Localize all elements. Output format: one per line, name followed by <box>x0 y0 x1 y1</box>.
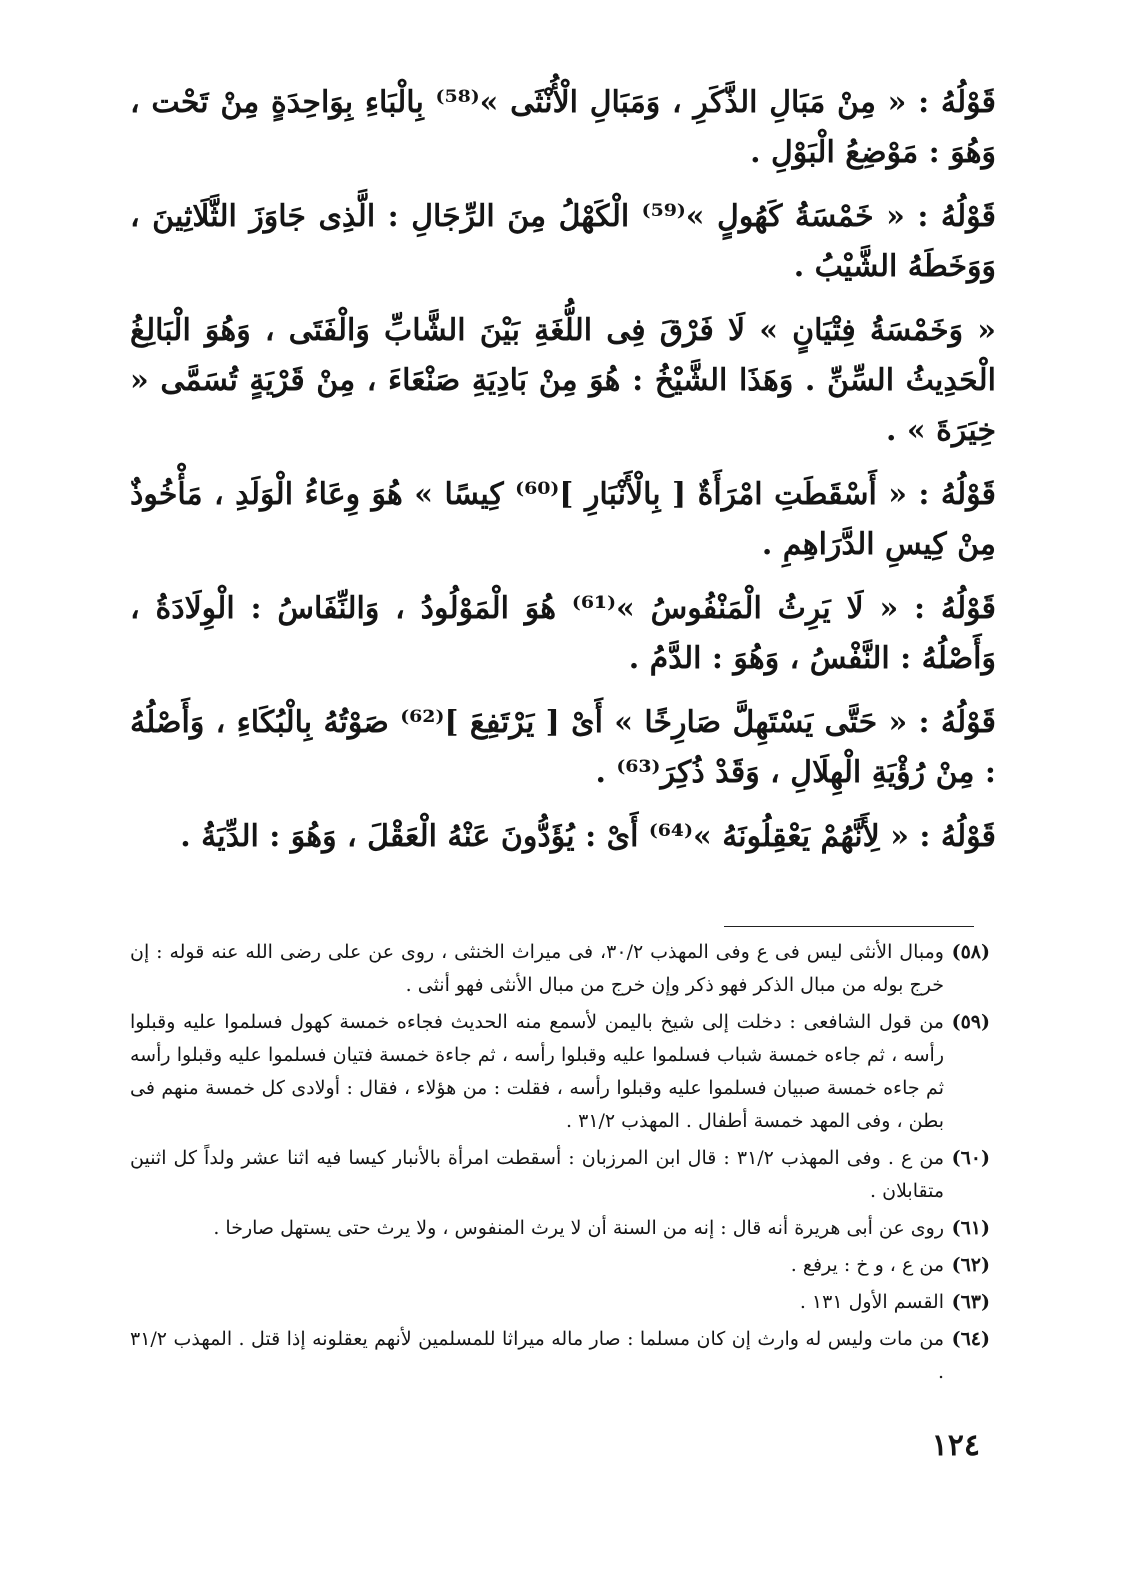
footnote-59 <box>130 1006 990 1138</box>
footnote-number: (٥٩) <box>951 1011 990 1033</box>
footnote-text: من مات وليس له وارث إن كان مسلما : صار ماله ميراثا للمسلمين لأنهم يعقلونه إذا قتل . المهذب ٣١/٢ . <box>130 1328 944 1383</box>
page-number: ١٢٤ <box>931 1428 980 1463</box>
footnote-62 <box>130 1249 990 1282</box>
paragraph-58: قَوْلُهُ : « مِنْ مَبَالِ الذَّكَرِ ، وَمَبَالِ الْأُنْثَى »⁽⁵⁸⁾ بِالْبَاءِ بِوَاحِدَةٍ مِنْ تَحْت ، وَهُوَ : مَوْضِعُ الْبَوْلِ . <box>130 85 996 170</box>
paragraph-64: قَوْلُهُ : « لِأَنَّهُمْ يَعْقِلُونَهُ »⁽⁶⁴⁾ أَىْ : يُؤَدُّونَ عَنْهُ الْعَقْلَ ، وَهُوَ : الدِّيَةُ . <box>180 819 996 854</box>
paragraph-61: قَوْلُهُ : « لَا يَرِثُ الْمَنْفُوسُ »⁽⁶¹⁾ هُوَ الْمَوْلُودُ ، وَالنِّفَاسُ : الْوِلَادَةُ ، وَأَصْلُهُ : النَّفْسُ ، وَهُوَ : الدَّمُ . <box>130 591 996 676</box>
paragraph-60: قَوْلُهُ : « أَسْقَطَتِ امْرَأَةٌ [ بِالْأَنْبَارِ ]⁽⁶⁰⁾ كِيسًا » هُوَ وِعَاءُ الْوَلَدِ ، مَأْخُوذٌ مِنْ كِيسِ الدَّرَاهِمِ . <box>130 477 996 562</box>
footnote-number: (٦٠) <box>951 1147 990 1169</box>
footnote-text: من ع ، و خ : يرفع . <box>790 1254 944 1276</box>
footnote-64 <box>130 1323 990 1389</box>
footnote-63 <box>130 1286 990 1319</box>
footnote-text: من ع . وفى المهذب ٣١/٢ : قال ابن المرزبان : أسقطت امرأة بالأنبار كيسا فيه اثنا عشر ولداً كل اثنين متقابلان . <box>130 1147 944 1202</box>
footnote-number: (٦٣) <box>951 1291 990 1313</box>
main-text <box>130 78 996 876</box>
footnote-text: من قول الشافعى : دخلت إلى شيخ باليمن لأسمع منه الحديث فجاءه خمسة كهول فسلموا عليه وقبلوا رأسه ، ثم جاءه خمسة شباب فسلموا عليه وقبلوا رأسه ، ثم جاءة خمسة فتيان فسلموا عليه وقبلوا رأسه ثم جاءه خمسة صبيان فسلموا عليه وقبلوا رأسه ، فقلت : من هؤلاء ، فقال : أولادى كل خمسة منهم فى بطن ، وفى المهد خمسة أطفال . المهذب ٣١/٢ . <box>130 1011 944 1132</box>
footnote-number: (٥٨) <box>951 941 990 963</box>
footnote-number: (٦٤) <box>951 1328 990 1350</box>
footnote-separator <box>724 926 974 927</box>
footnote-text: روى عن أبى هريرة أنه قال : إنه من السنة أن لا يرث المنفوس ، ولا يرث حتى يستهل صارخا . <box>213 1217 944 1239</box>
paragraph-59: قَوْلُهُ : « خَمْسَةُ كَهُولٍ »⁽⁵⁹⁾ الْكَهْلُ مِنَ الرِّجَالِ : الَّذِى جَاوَزَ الثَّلَاثِينَ ، وَوَخَطَهُ الشَّيْبُ . <box>130 199 996 284</box>
footnote-text: ومبال الأنثى ليس فى ع وفى المهذب ٣٠/٢، فى ميراث الخنثى ، روى عن على رضى الله عنه قوله : إن خرج بوله من مبال الذكر فهو ذكر وإن خرج من مبال الأنثى فهو أنثى . <box>130 941 944 996</box>
footnote-text: القسم الأول ١٣١ . <box>799 1291 944 1313</box>
paragraph-62-63: قَوْلُهُ : « حَتَّى يَسْتَهِلَّ صَارِخًا » أَىْ [ يَرْتَفِعَ ]⁽⁶²⁾ صَوْتُهُ بِالْبُكَاءِ ، وَأَصْلُهُ : مِنْ رُؤْيَةِ الْهِلَالِ ، وَقَدْ ذُكِرَ⁽⁶³⁾ . <box>130 705 996 790</box>
paragraph-fityan: « وَخَمْسَةُ فِتْيَانٍ » لَا فَرْقَ فِى اللُّغَةِ بَيْنَ الشَّابِّ وَالْفَتَى ، وَهُوَ الْبَالِغُ الْحَدِيثُ السِّنِّ . وَهَذَا الشَّيْخُ : هُوَ مِنْ بَادِيَةِ صَنْعَاءَ ، مِنْ قَرْيَةٍ تُسَمَّى « خِيَرَةَ » . <box>130 313 996 448</box>
footnote-61 <box>130 1212 990 1245</box>
footnote-60 <box>130 1142 990 1208</box>
footnote-58 <box>130 936 990 1002</box>
footnote-number: (٦٢) <box>951 1254 990 1276</box>
footnotes <box>130 936 990 1393</box>
footnote-number: (٦١) <box>951 1217 990 1239</box>
